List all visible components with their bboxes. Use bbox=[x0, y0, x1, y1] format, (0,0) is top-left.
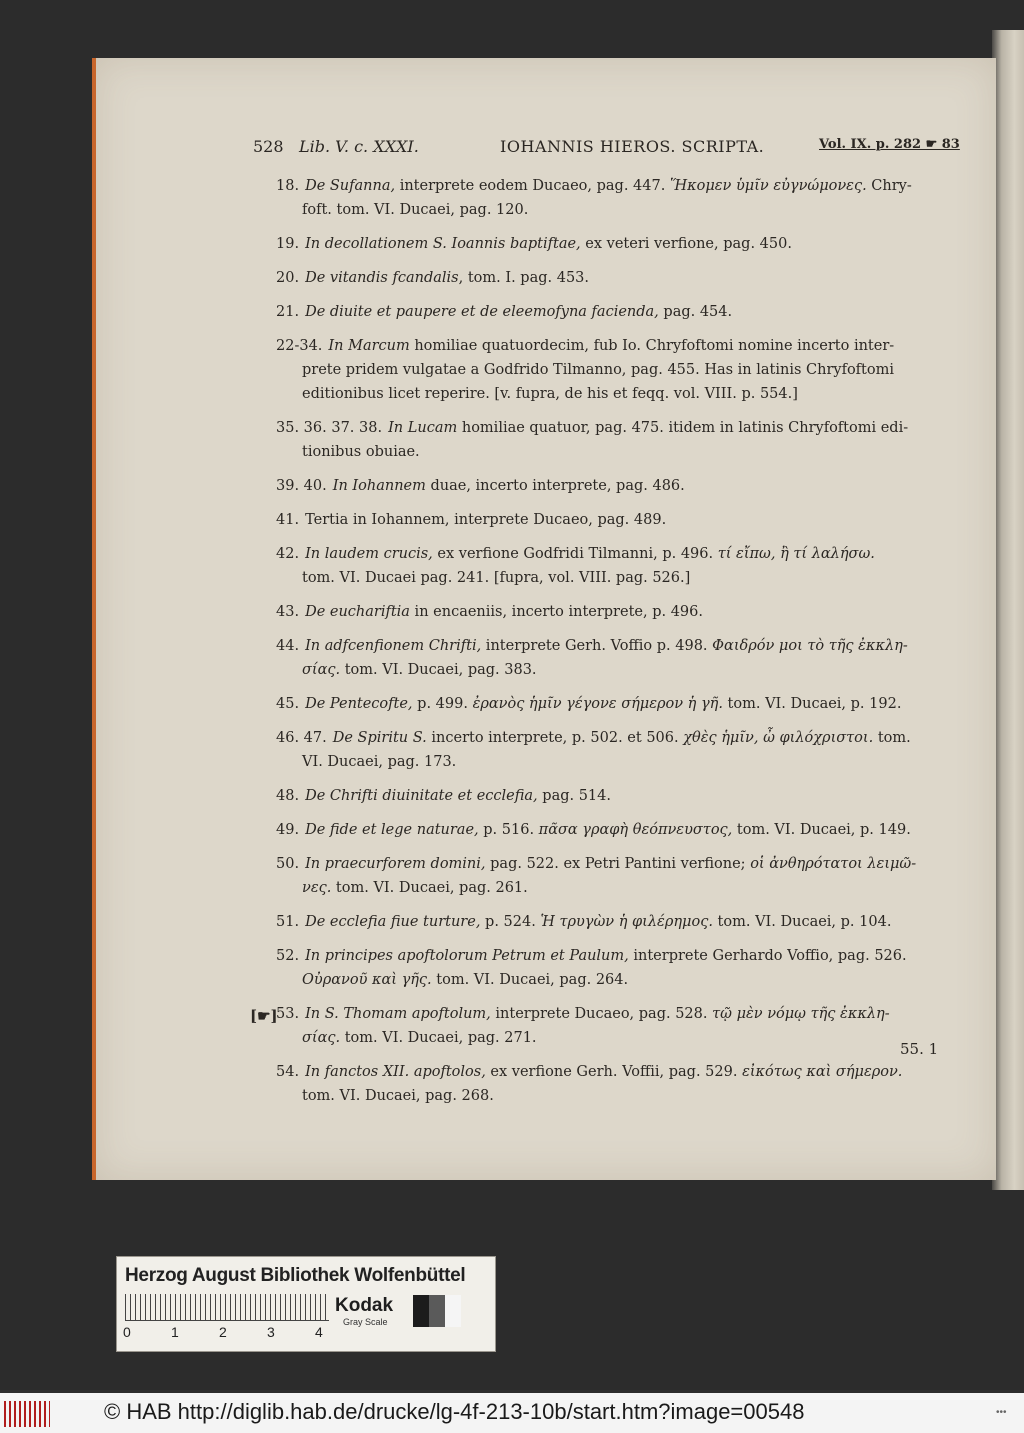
entry-number: 20. bbox=[276, 270, 300, 286]
entry-title: In Marcum bbox=[328, 338, 410, 354]
entry-text: p. 516. bbox=[478, 822, 539, 838]
page-number: 528 bbox=[253, 137, 284, 156]
entry-title: De euchariftia bbox=[305, 604, 410, 620]
greek-incipit: σίας. bbox=[302, 1030, 341, 1046]
entry bbox=[276, 334, 948, 406]
ruler-scale bbox=[125, 1294, 329, 1321]
entry-list bbox=[250, 174, 948, 1118]
greek-incipit: ἐρανὸς ἡμῖν γέγονε σήμερον ἡ γῆ. bbox=[472, 696, 723, 712]
entry-text: tom. VI. Ducaei, pag. 268. bbox=[302, 1088, 494, 1104]
entry-text: tom. VI. Ducaei, p. 149. bbox=[732, 822, 911, 838]
entry-text: tom. VI. Ducaei pag. 241. [fupra, vol. VIII. pag. 526.] bbox=[302, 570, 691, 586]
entry bbox=[276, 508, 948, 532]
entry-title: In praecurforem domini, bbox=[305, 856, 486, 872]
entry-title: In fanctos XII. apoftolos, bbox=[305, 1064, 486, 1080]
ruler-numbers bbox=[123, 1324, 343, 1342]
entry-title: In Iohannem bbox=[332, 478, 426, 494]
entry bbox=[276, 910, 948, 934]
entry-line bbox=[276, 876, 948, 900]
greek-incipit: τῷ μὲν νόμῳ τῆς ἐκκλη- bbox=[712, 1006, 890, 1022]
entry-line bbox=[276, 566, 948, 590]
entry-title: In S. Thomam apoftolum, bbox=[305, 1006, 491, 1022]
entry-line bbox=[276, 542, 948, 566]
entry-line bbox=[276, 658, 948, 682]
entry-title: De ecclefia fiue turture, bbox=[305, 914, 481, 930]
entry bbox=[276, 692, 948, 716]
entry bbox=[276, 784, 948, 808]
entry-text: pag. 514. bbox=[537, 788, 611, 804]
entry-line bbox=[276, 440, 948, 464]
entry-number: 43. bbox=[276, 604, 300, 620]
entry-number: 21. bbox=[276, 304, 300, 320]
entry-text: interprete Gerhardo Voffio, pag. 526. bbox=[628, 948, 907, 964]
gray-patch bbox=[413, 1295, 429, 1327]
entry bbox=[276, 416, 948, 464]
color-strip bbox=[116, 1256, 496, 1352]
entry-text: VI. Ducaei, pag. 173. bbox=[302, 754, 457, 770]
entry-title: In decollationem S. Ioannis baptiftae, bbox=[305, 236, 581, 252]
footer-dots: ••• bbox=[996, 1407, 1007, 1418]
entry-number: 39. 40. bbox=[276, 478, 327, 494]
entry-line bbox=[276, 968, 948, 992]
entry-number: 22-34. bbox=[276, 338, 323, 354]
entry-line bbox=[276, 726, 948, 750]
entry-number: 52. bbox=[276, 948, 300, 964]
greek-incipit: χθὲς ἡμῖν, ὦ φιλόχριστοι. bbox=[683, 730, 874, 746]
entry-title: De diuite et paupere et de eleemofyna facienda, bbox=[305, 304, 659, 320]
entry-text: editionibus licet reperire. [v. fupra, de his et feqq. vol. VIII. p. 554.] bbox=[302, 386, 798, 402]
entry-text: Chry- bbox=[866, 178, 912, 194]
entry bbox=[276, 300, 948, 324]
entry-text: tom. VI. Ducaei, p. 192. bbox=[722, 696, 902, 712]
entry-number: 49. bbox=[276, 822, 300, 838]
entry-text: in encaeniis, incerto interprete, p. 496. bbox=[409, 604, 703, 620]
footer-url[interactable]: © HAB http://diglib.hab.de/drucke/lg-4f-213-10b/start.htm?image=00548 bbox=[104, 1399, 805, 1424]
entry-text: tionibus obuiae. bbox=[302, 444, 420, 460]
ruler-number: 1 bbox=[171, 1324, 179, 1340]
entry bbox=[276, 542, 948, 590]
greek-incipit: εἰκότως καὶ σήμερον. bbox=[742, 1064, 903, 1080]
greek-incipit: Οὐρανοῦ καὶ γῆς. bbox=[302, 972, 432, 988]
entry-line bbox=[276, 232, 948, 256]
entry-text: tom. VI. Ducaei, pag. 271. bbox=[340, 1030, 537, 1046]
gray-patches bbox=[413, 1295, 461, 1327]
entry-title: De fide et lege naturae, bbox=[305, 822, 479, 838]
entry-text: pag. 522. ex Petri Pantini verfione; bbox=[485, 856, 751, 872]
entry-number: 18. bbox=[276, 178, 300, 194]
entry bbox=[250, 1002, 948, 1050]
entry-title: In laudem crucis, bbox=[305, 546, 433, 562]
catchword: 55. 1 bbox=[900, 1040, 939, 1058]
ruler-number: 2 bbox=[219, 1324, 227, 1340]
entry-title: De Sufanna, bbox=[305, 178, 396, 194]
footer-bar bbox=[0, 1393, 1024, 1433]
entry-number: 44. bbox=[276, 638, 300, 654]
greek-incipit: σίας. bbox=[302, 662, 341, 678]
entry-title: In adfcenfionem Chrifti, bbox=[305, 638, 482, 654]
entry-number: 19. bbox=[276, 236, 300, 252]
greek-incipit: νες. bbox=[302, 880, 332, 896]
entry-text: p. 524. bbox=[480, 914, 541, 930]
entry-text: Tertia in Iohannem, interprete Ducaeo, pag. 489. bbox=[305, 512, 667, 528]
entry-line bbox=[276, 1060, 948, 1084]
entry-text: pag. 454. bbox=[658, 304, 733, 320]
entry bbox=[276, 232, 948, 256]
entry-text: tom. bbox=[873, 730, 911, 746]
entry-line bbox=[276, 944, 948, 968]
entry-number: 53. bbox=[276, 1006, 300, 1022]
entry-line bbox=[276, 266, 948, 290]
entry-line bbox=[276, 692, 948, 716]
entry-line bbox=[276, 508, 948, 532]
entry-line bbox=[276, 358, 948, 382]
entry-text: incerto interprete, p. 502. et 506. bbox=[426, 730, 684, 746]
greek-incipit: Ἥκομεν ὑμῖν εὐγνώμονες. bbox=[669, 178, 867, 194]
entry bbox=[276, 818, 948, 842]
entry-text: foft. tom. VI. Ducaei, pag. 120. bbox=[302, 202, 529, 218]
entry-line bbox=[276, 382, 948, 406]
entry-line bbox=[276, 416, 948, 440]
entry bbox=[276, 726, 948, 774]
entry bbox=[276, 174, 948, 222]
entry bbox=[276, 266, 948, 290]
kodak-logo: Kodak bbox=[335, 1295, 394, 1316]
entry-text: homiliae quatuor, pag. 475. itidem in latinis Chryfoftomi edi- bbox=[457, 420, 909, 436]
entry-text: tom. VI. Ducaei, pag. 383. bbox=[340, 662, 537, 678]
entry-line bbox=[276, 198, 948, 222]
entry bbox=[276, 944, 948, 992]
greek-incipit: Φαιδρόν μοι τὸ τῆς ἐκκλη- bbox=[712, 638, 908, 654]
pointing-hand-icon: [☛] bbox=[250, 1007, 278, 1025]
entry-text: tom. VI. Ducaei, pag. 264. bbox=[431, 972, 629, 988]
entry-title: De vitandis fcandalis bbox=[305, 270, 459, 286]
entry-number: 42. bbox=[276, 546, 300, 562]
entry-text: interprete Gerh. Voffio p. 498. bbox=[481, 638, 713, 654]
entry-line bbox=[276, 852, 948, 876]
entry-line bbox=[276, 818, 948, 842]
entry-title: In Lucam bbox=[388, 420, 458, 436]
entry-line bbox=[276, 1084, 948, 1108]
entry-number: 48. bbox=[276, 788, 300, 804]
entry-line bbox=[276, 1026, 948, 1050]
entry-text: interprete eodem Ducaeo, pag. 447. bbox=[395, 178, 670, 194]
entry-line bbox=[276, 910, 948, 934]
greek-incipit: Ἡ τρυγὼν ἡ φιλέρημος. bbox=[540, 914, 713, 930]
entry-text: , tom. I. pag. 453. bbox=[458, 270, 590, 286]
entry bbox=[276, 600, 948, 624]
volume-reference: Vol. IX. p. 282 ☛ 83 bbox=[819, 137, 960, 152]
entry-line bbox=[276, 174, 948, 198]
entry-text: tom. VI. Ducaei, p. 104. bbox=[712, 914, 892, 930]
gray-scale-label: Gray Scale bbox=[343, 1317, 388, 1327]
entry-text: ex verfione Gerh. Voffii, pag. 529. bbox=[485, 1064, 743, 1080]
entry bbox=[276, 852, 948, 900]
entry-line bbox=[276, 1002, 948, 1026]
entry-number: 50. bbox=[276, 856, 300, 872]
entry-text: interprete Ducaeo, pag. 528. bbox=[490, 1006, 713, 1022]
entry-line bbox=[276, 750, 948, 774]
entry-number: 54. bbox=[276, 1064, 300, 1080]
entry-line bbox=[276, 300, 948, 324]
ruler-number: 3 bbox=[267, 1324, 275, 1340]
entry-text: homiliae quatuordecim, fub Io. Chryfoftomi nomine incerto inter- bbox=[409, 338, 895, 354]
entry-line bbox=[276, 634, 948, 658]
entry bbox=[276, 634, 948, 682]
ruler-number: 0 bbox=[123, 1324, 131, 1340]
entry-text: ex veteri verfione, pag. 450. bbox=[580, 236, 792, 252]
entry bbox=[276, 474, 948, 498]
library-name: Herzog August Bibliothek Wolfenbüttel bbox=[125, 1265, 466, 1286]
entry-text: ex verfione Godfridi Tilmanni, p. 496. bbox=[432, 546, 718, 562]
hab-logo-icon bbox=[4, 1401, 50, 1427]
book-chapter: Lib. V. c. XXXI. bbox=[299, 137, 419, 156]
entry-title: De Pentecofte, bbox=[305, 696, 413, 712]
ruler-number: 4 bbox=[315, 1324, 323, 1340]
entry-number: 51. bbox=[276, 914, 300, 930]
entry-line bbox=[276, 600, 948, 624]
entry-number: 46. 47. bbox=[276, 730, 327, 746]
entry-line bbox=[276, 784, 948, 808]
gray-patch bbox=[429, 1295, 445, 1327]
entry bbox=[276, 1060, 948, 1108]
entry-number: 41. bbox=[276, 512, 300, 528]
greek-incipit: οἱ ἀνθηρότατοι λειμῶ- bbox=[750, 856, 917, 872]
entry-line bbox=[276, 334, 948, 358]
entry-text: duae, incerto interprete, pag. 486. bbox=[425, 478, 685, 494]
entry-number: 35. 36. 37. 38. bbox=[276, 420, 383, 436]
greek-incipit: τί εἴπω, ἢ τί λαλήσω. bbox=[717, 546, 875, 562]
entry-title: In principes apoftolorum Petrum et Paulum, bbox=[305, 948, 629, 964]
entry-text: tom. VI. Ducaei, pag. 261. bbox=[331, 880, 528, 896]
entry-title: De Spiritu S. bbox=[332, 730, 427, 746]
gray-patch bbox=[445, 1295, 461, 1327]
entry-text: p. 499. bbox=[412, 696, 473, 712]
adjacent-page-edge bbox=[992, 30, 1024, 1190]
greek-incipit: πᾶσα γραφὴ θεόπνευστος, bbox=[538, 822, 733, 838]
entry-title: De Chrifti diuinitate et ecclefia, bbox=[305, 788, 538, 804]
entry-text: prete pridem vulgatae a Godfrido Tilmanno, pag. 455. Has in latinis Chryfoftomi bbox=[302, 362, 894, 378]
running-header bbox=[253, 137, 960, 163]
entry-line bbox=[276, 474, 948, 498]
entry-number: 45. bbox=[276, 696, 300, 712]
running-title: IOHANNIS HIEROS. SCRIPTA. bbox=[500, 137, 765, 156]
